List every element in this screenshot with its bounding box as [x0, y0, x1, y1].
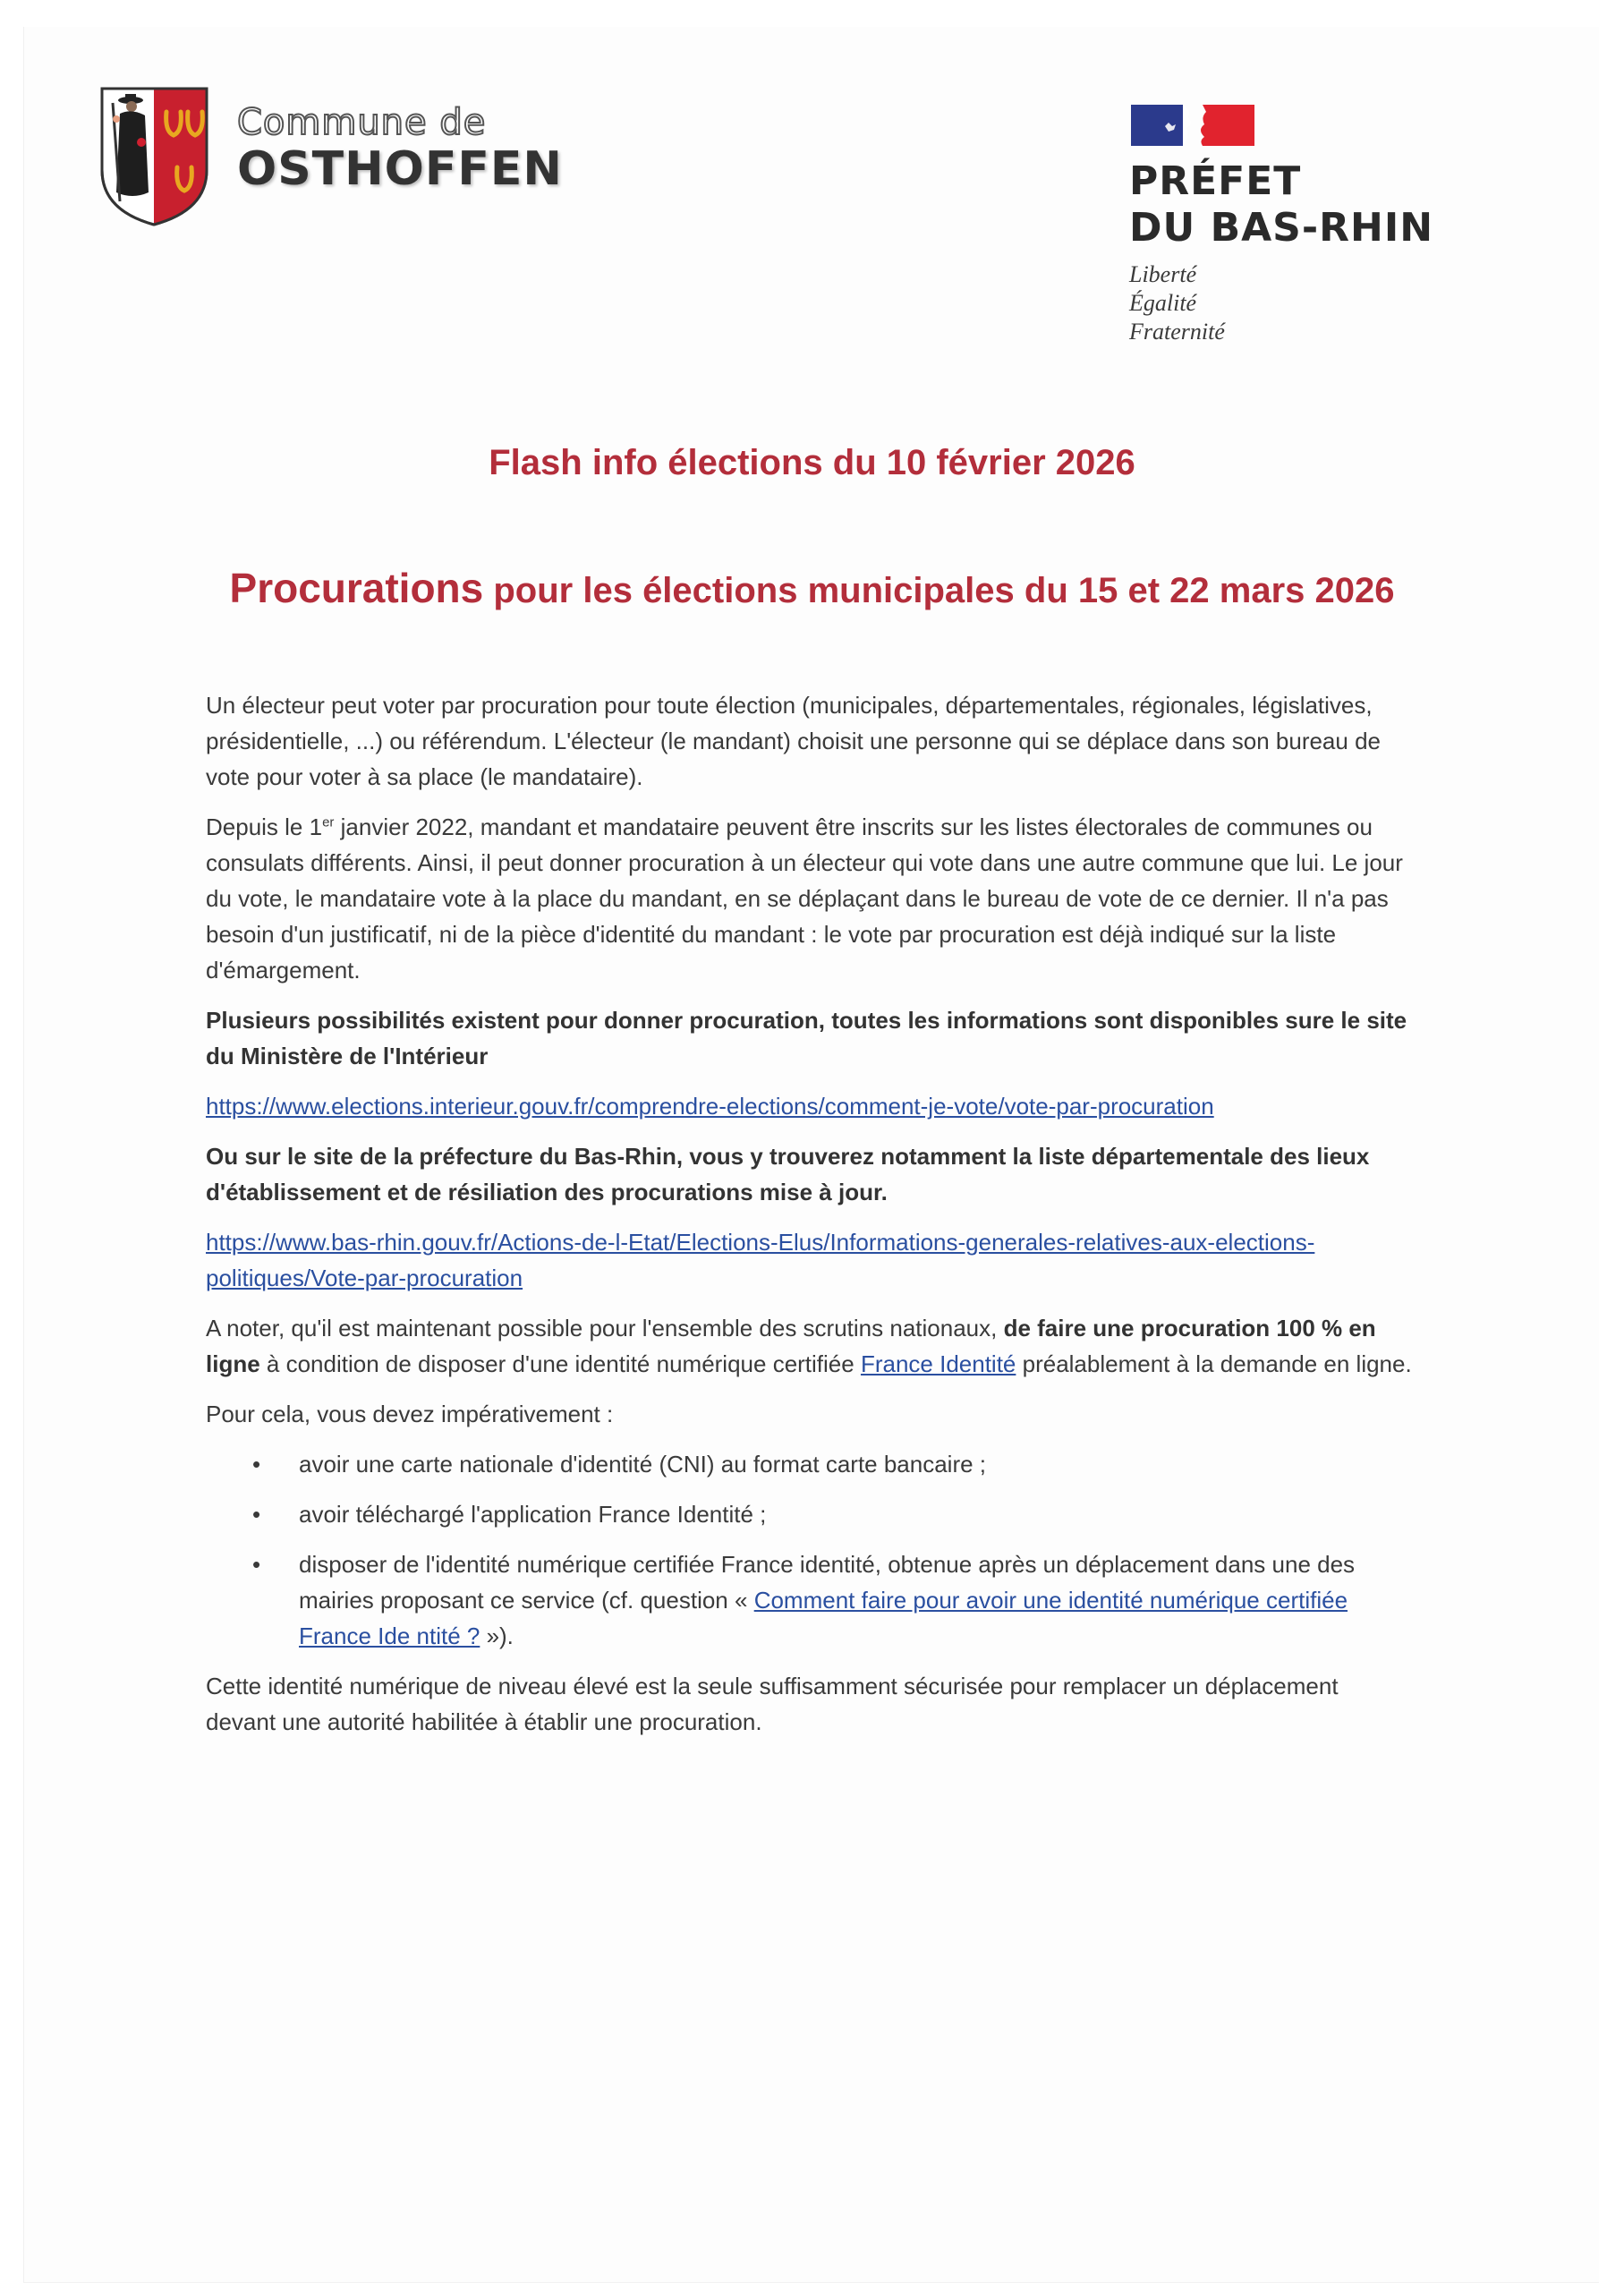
paragraph-online-procuration: A noter, qu'il est maintenant possible pour l'ensemble des scrutins nationaux, de faire une procuration 100 % en ligne à condition de disposer d'une identité numérique certifiée France Identité préalablement à la demande en ligne.: [206, 1315, 1412, 1377]
commune-label: Commune de: [237, 102, 487, 143]
commune-name: OSTHOFFEN: [237, 142, 563, 196]
main-title-rest: pour les élections municipales du 15 et 22 mars 2026: [483, 571, 1395, 610]
list-item: • disposer de l'identité numérique certifiée France identité, obtenue après un déplacement dans une des mairies proposant ce service (cf. question « Comment faire pour avoir une identité numérique certifiée France Ide ntité ? »).: [206, 1546, 1414, 1654]
prefet-title-line1: PRÉFET: [1129, 158, 1302, 204]
motto-liberte: Liberté: [1129, 261, 1197, 287]
list-item: • avoir téléchargé l'application France Identité ;: [206, 1496, 1414, 1532]
prefet-title-line2: DU BAS-RHIN: [1129, 205, 1434, 251]
bullet-icon: •: [252, 1501, 261, 1528]
paragraph-prefecture-info: Ou sur le site de la préfecture du Bas-Rhin, vous y trouverez notamment la liste départementale des lieux d'établissement et de résiliation des procurations mise à jour.: [206, 1143, 1370, 1205]
link-prefecture-bas-rhin[interactable]: https://www.bas-rhin.gouv.fr/Actions-de-l-Etat/Elections-Elus/Informations-generales-relatives-aux-elections-politiques/Vote-par-procuration: [206, 1229, 1315, 1291]
document-body: [206, 687, 1414, 1754]
ordinal-superscript: er: [322, 814, 335, 830]
prefet-logo: [1129, 101, 1433, 346]
bullet-icon: •: [252, 1551, 261, 1578]
main-title: [0, 564, 1624, 612]
marianne-flag-icon: [1129, 101, 1254, 148]
paragraph-ministry-info: Plusieurs possibilités existent pour donner procuration, toutes les informations sont disponibles sure le site du Ministère de l'Intérieur: [206, 1007, 1407, 1069]
paragraph-requirements-intro: Pour cela, vous devez impérativement :: [206, 1401, 614, 1427]
paragraph-intro: Un électeur peut voter par procuration pour toute élection (municipales, départementales, régionales, législatives, présidentielle, ...) ou référendum. L'électeur (le mandant) choisit une personne qui se déplace dans son bureau de vote pour voter à sa place (le mandataire).: [206, 692, 1381, 790]
osthoffen-logo: [98, 85, 563, 228]
motto-fraternite: Fraternité: [1129, 319, 1225, 345]
link-france-identite[interactable]: France Identité: [860, 1350, 1016, 1377]
requirements-list: [206, 1446, 1414, 1654]
paragraph-since-2022: Depuis le 1er janvier 2022, mandant et mandataire peuvent être inscrits sur les listes électorales de communes ou consulats différents. Ainsi, il peut donner procuration à un électeur qui vote dans une autre commune que lui. Le jour du vote, le mandataire vote à la place du mandant, en se déplaçant dans le bureau de vote de ce dernier. Il n'a pas besoin d'un justificatif, ni de la pièce d'identité du mandant : le vote par procuration est déjà indiqué sur la liste d'émargement.: [206, 813, 1403, 984]
coat-of-arms-icon: [98, 85, 210, 228]
paragraph-security-note: Cette identité numérique de niveau élevé est la seule suffisamment sécurisée pour remplacer un déplacement devant une autorité habilitée à établir une procuration.: [206, 1673, 1339, 1735]
link-ministry-interior[interactable]: https://www.elections.interieur.gouv.fr/comprendre-elections/comment-je-vote/vote-par-procuration: [206, 1093, 1214, 1120]
republic-motto: [1129, 260, 1433, 346]
flash-info-title: Flash info élections du 10 février 2026: [489, 443, 1135, 482]
main-title-first-word: Procurations: [229, 565, 484, 611]
motto-egalite: Égalité: [1129, 290, 1197, 316]
list-item: • avoir une carte nationale d'identité (CNI) au format carte bancaire ;: [206, 1446, 1414, 1482]
bullet-icon: •: [252, 1451, 261, 1478]
link-faq-identite-numerique[interactable]: Comment faire pour avoir une identité numérique certifiée France Ide ntité ?: [299, 1587, 1348, 1649]
